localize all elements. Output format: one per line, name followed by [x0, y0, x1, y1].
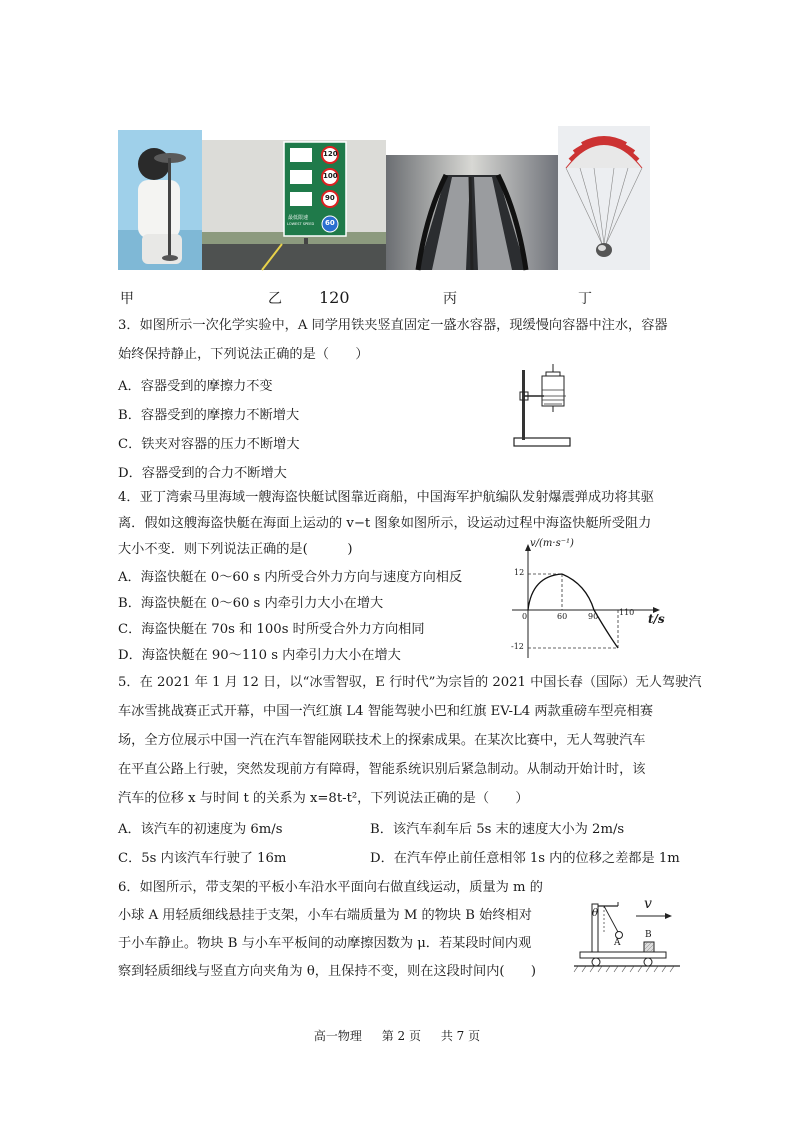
q5-option-c: C．5s 内该汽车行驶了 16m: [118, 851, 287, 866]
q5-option-b: B．该汽车刹车后 5s 末的速度大小为 2m/s: [370, 822, 625, 837]
q6-label-theta: θ: [592, 908, 599, 919]
q6-stem-line1: 6．如图所示，带支架的平板小车沿水平面向右做直线运动，质量为 m 的: [118, 880, 543, 895]
caption-ding: 丁: [578, 291, 592, 307]
q3-option-d: D．容器受到的合力不断增大: [118, 466, 287, 481]
sign-speed-90-text: 90: [325, 194, 335, 202]
q6-cart-figure-svg: [574, 894, 684, 974]
q6-stem-line4: 察到轻质细线与竖直方向夹角为 θ，且保持不变，则在这段时间内( ): [118, 964, 537, 979]
sign-speed-60-text: 60: [325, 219, 335, 227]
q5-stem-line3: 场，全方位展示中国一汽在汽车智能网联技术上的探索成果。在某次比赛中，无人驾驶汽车: [118, 733, 646, 748]
q5-stem-line2: 车冰雪挑战赛正式开幕，中国一汽红旗 L4 智能驾驶小巴和红旗 EV-L4 两款重磅车型亮相赛: [118, 704, 654, 719]
q5-stem-line5: 汽车的位移 x 与时间 t 的关系为 x=8t-t²，下列说法正确的是（ ）: [118, 791, 529, 806]
q4-graph-xtick-90: 90: [588, 612, 599, 621]
footer-subject: 高一物理: [313, 1029, 362, 1043]
q4-stem-line3: 大小不变．则下列说法正确的是( ): [118, 542, 353, 557]
q3-option-b: B．容器受到的摩擦力不断增大: [118, 408, 300, 423]
photo-yi: [202, 140, 386, 307]
q3-stem-line2: 始终保持静止，下列说法正确的是（ ）: [118, 347, 369, 362]
sign-lowest-speed-en: LOWEST SPEED: [287, 222, 315, 226]
q4-graph-xtick-0: 0: [522, 612, 528, 621]
q4-graph-ytick-12: 12: [514, 568, 525, 577]
q4-graph-xtick-110: 110: [619, 608, 635, 617]
parachute-illustration: [558, 126, 650, 270]
caption-jia: 甲: [120, 291, 134, 307]
sign-speed-120: 120: [319, 288, 350, 307]
q5-stem-line4: 在平直公路上行驶，突然发现前方有障碍，智能系统识别后紧急制动。从制动开始计时，该: [118, 762, 646, 777]
q4-graph-xtick-60: 60: [557, 612, 568, 621]
q4-option-d: D．海盗快艇在 90～110 s 内牵引力大小在增大: [118, 648, 401, 663]
q6-label-block-b: B: [645, 930, 652, 940]
q4-option-a: A．海盗快艇在 0～60 s 内所受合外力方向与速度方向相反: [118, 570, 463, 585]
q4-vt-graph: [498, 538, 678, 662]
q4-graph-ylabel: v/(m·s⁻¹): [530, 538, 574, 549]
q4-option-c: C．海盗快艇在 70s 和 100s 时所受合外力方向相同: [118, 622, 425, 637]
highway-sign-illustration: [202, 140, 386, 270]
photo-jia: [118, 130, 202, 270]
q3-stem-line1: 3．如图所示一次化学实验中，A 同学用铁夹竖直固定一盛水容器，现缓慢向容器中注水，容器: [118, 318, 668, 333]
caption-yi: 乙: [268, 291, 282, 307]
q6-label-velocity: v: [644, 896, 652, 912]
q5-option-d: D．在汽车停止前任意相邻 1s 内的位移之差都是 1m: [370, 851, 680, 866]
q4-graph-xlabel: t/s: [648, 612, 665, 626]
q3-option-a: A．容器受到的摩擦力不变: [118, 379, 273, 394]
q5-option-a: A．该汽车的初速度为 6m/s: [118, 822, 283, 837]
q5-stem-line1: 5．在 2021 年 1 月 12 日，以“冰雪智驭，E 行时代”为宗旨的 2021 中国长春（国际）无人驾驶汽: [118, 675, 702, 690]
caption-bing: 丙: [443, 291, 457, 307]
escalator-illustration: [386, 155, 558, 270]
footer-page-number: 第 2 页: [381, 1029, 421, 1043]
q6-label-ball-a: A: [614, 938, 621, 948]
photo-bing: [386, 155, 558, 270]
footer-total-pages: 共 7 页: [440, 1029, 481, 1043]
q4-graph-ytick-neg12: -12: [511, 642, 524, 651]
q4-stem-line2: 离．假如这艘海盗快艇在海面上运动的 v−t 图象如图所示，设运动过程中海盗快艇所受阻力: [118, 516, 652, 531]
q4-stem-line1: 4．亚丁湾索马里海域一艘海盗快艇试图靠近商船，中国海军护航编队发射爆震弹成功将其驱: [118, 490, 654, 505]
sign-speed-100-text: 100: [323, 172, 338, 180]
sign-lowest-speed-cn: 最低限速: [288, 215, 309, 221]
q3-option-c: C．铁夹对容器的压力不断增大: [118, 437, 300, 452]
q6-stem-line3: 于小车静止。物块 B 与小车平板间的动摩擦因数为 μ．若某段时间内观: [118, 936, 532, 951]
q6-cart-figure: [574, 894, 684, 974]
q4-vt-graph-svg: [498, 538, 678, 662]
q6-stem-line2: 小球 A 用轻质细线悬挂于支架，小车右端质量为 M 的物块 B 始终相对: [118, 908, 532, 923]
page-footer: [0, 1027, 794, 1044]
q4-option-b: B．海盗快艇在 0～60 s 内牵引力大小在增大: [118, 596, 384, 611]
girl-figure-illustration: [118, 130, 202, 270]
q3-clamp-stand-figure: [510, 360, 576, 450]
sign-speed-120-text: 120: [323, 150, 338, 158]
photo-ding: [558, 126, 650, 270]
